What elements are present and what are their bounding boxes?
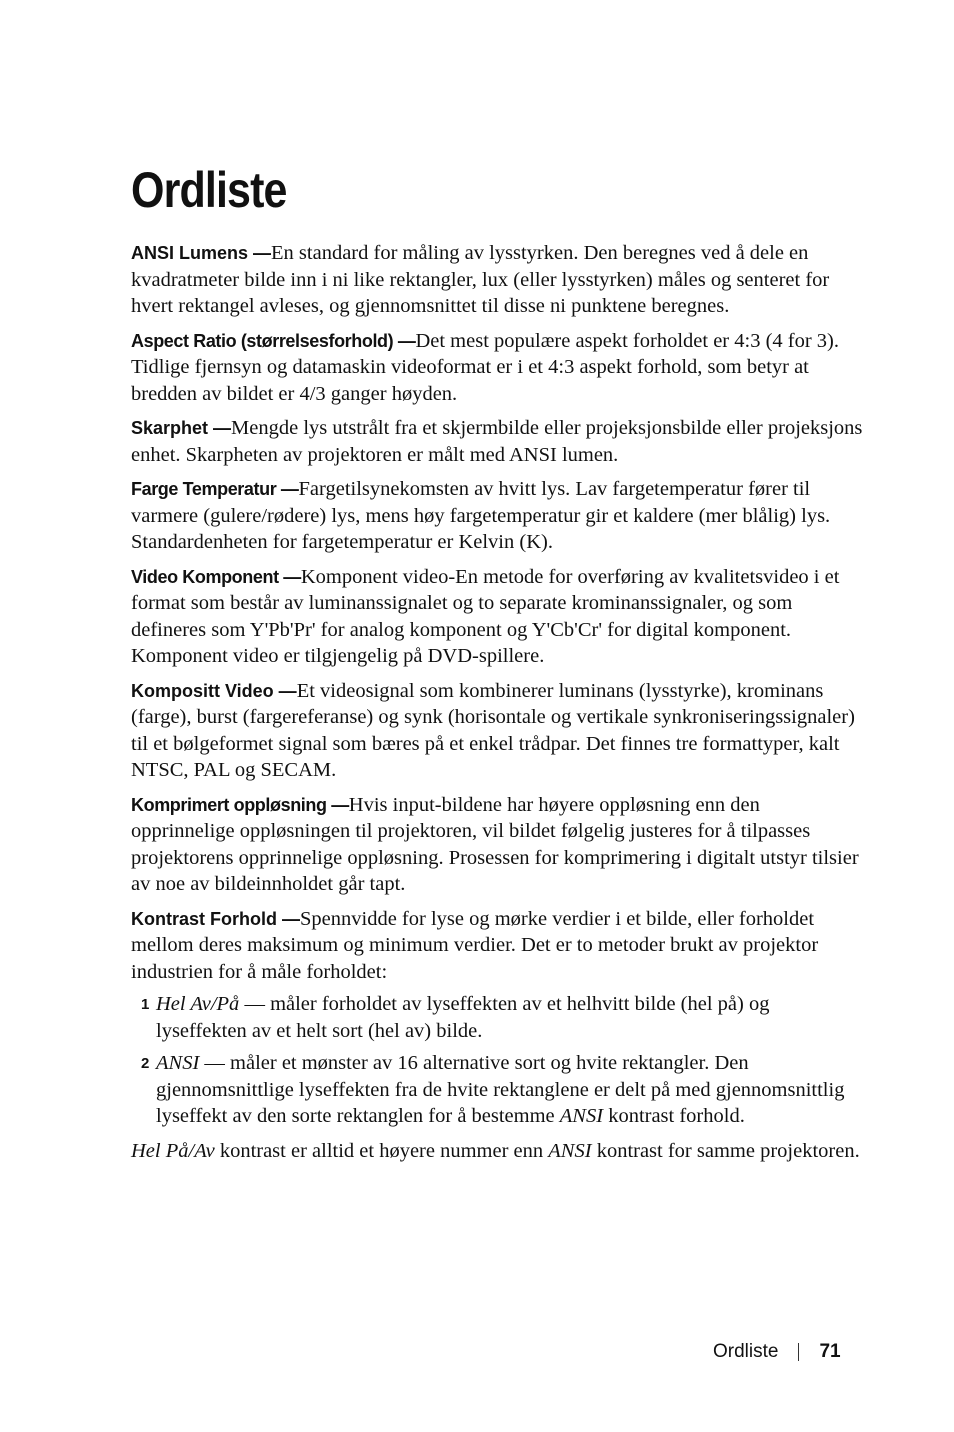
footer-section: Ordliste	[713, 1341, 779, 1362]
entry-term: Aspect Ratio (størrelsesforhold) —	[131, 330, 416, 351]
entry-text: Mengde lys utstrålt fra et skjermbilde eller projeksjonsbilde eller projeksjons enhet. Skarpheten av projektoren er målt med ANSI lumen.	[131, 417, 863, 466]
list-dash: —	[239, 993, 271, 1015]
list-item	[131, 991, 865, 1044]
entry-text: Komponent video-En metode for overføring av kvalitetsvideo i et format som består av luminanssignalet og to separate krominanssignaler, og som defineres som Y'Pb'Pr' for analog komponent og Y'Cb'Cr' for digital komponent. Komponent video er tilgjengelig på DVD-spillere.	[131, 565, 840, 667]
list-text: kontrast forhold.	[603, 1105, 745, 1127]
glossary-entry	[131, 328, 865, 408]
glossary-entry	[131, 906, 865, 986]
entry-text: Fargetilsynekomsten av hvitt lys. Lav fargetemperatur fører til varmere (gulere/rødere) lys, mens høy fargetemperatur gir et kaldere (mer blålig) lys. Standardenheten for fargetemperatur er Kelvin (K).	[131, 478, 831, 553]
list-term: ANSI	[559, 1105, 604, 1127]
entry-text: Spennvidde for lyse og mørke verdier i et bilde, eller forholdet mellom deres maksimum og minimum verdier. Det er to metoder brukt av projektor industrien for å måle forholdet:	[131, 907, 819, 983]
list-number: 1	[141, 996, 150, 1013]
glossary-entries	[131, 240, 865, 1172]
glossary-entry	[131, 792, 865, 898]
list-dash: —	[199, 1052, 231, 1074]
list-text: måler et mønster av 16 alternative sort og hvite rektangler. Den gjennomsnittlige lyseffekten fra de hvite rektanglene er delt på med gjennomsnittlig lyseffekt av den sorte rektanglen for å bestemme	[156, 1052, 845, 1127]
entry-term: Kompositt Video —	[131, 680, 297, 701]
entry-term: Komprimert oppløsning —	[131, 794, 349, 815]
list-item	[131, 1050, 865, 1130]
entry-text: Hvis input-bildene har høyere oppløsning enn den opprinnelige oppløsningen til projektoren, vil bildet følgelig justeres for å tilpasses projektorens opprinnelige oppløsning. Prosessen for komprimering i digitalt utstyr tilsier av noe av bildeinnholdet går tapt.	[131, 793, 859, 895]
glossary-entry	[131, 415, 865, 468]
list-number: 2	[141, 1055, 150, 1072]
glossary-entry	[131, 240, 865, 320]
glossary-entry	[131, 678, 865, 784]
closing-text: kontrast er alltid et høyere nummer enn	[214, 1139, 549, 1162]
entry-term: Farge Temperatur —	[131, 479, 299, 499]
entry-text: Det mest populære aspekt forholdet er 4:3 (4 for 3). Tidlige fjernsyn og datamaskin videoformat er i et 4:3 aspekt forhold, som betyr at bredden av bildet er 4/3 ganger høyden.	[131, 329, 840, 405]
glossary-entry	[131, 564, 865, 670]
page-footer	[713, 1340, 841, 1364]
list-term: Hel Av/På	[156, 993, 240, 1015]
footer-divider	[798, 1343, 799, 1361]
entry-term: ANSI Lumens —	[131, 243, 272, 263]
list-term: ANSI	[156, 1052, 200, 1074]
contrast-method-list	[131, 991, 865, 1130]
entry-term: Video Komponent —	[131, 566, 301, 587]
closing-paragraph	[131, 1138, 865, 1165]
entry-text: Et videosignal som kombinerer luminans (lysstyrke), krominans (farge), burst (fargereferanse) og synk (horisontale og vertikale synkroniseringssignaler) til et bølgeformet signal som bæres på et enkel trådpar. Det finnes tre formattyper, kalt NTSC, PAL og SECAM.	[131, 679, 855, 781]
closing-term: Hel På/Av	[131, 1139, 215, 1162]
entry-text: En standard for måling av lysstyrken. Den beregnes ved å dele en kvadratmeter bilde inn i ni like rektangler, lux (eller lysstyrken) måles og senteret for hvert rektangel avleses, og gjennomsnittet til disse ni punktene beregnes.	[131, 242, 830, 317]
closing-term: ANSI	[548, 1139, 592, 1162]
entry-term: Kontrast Forhold —	[131, 908, 300, 929]
glossary-entry	[131, 476, 865, 556]
page-number: 71	[819, 1341, 841, 1362]
closing-text: kontrast for samme projektoren.	[591, 1139, 860, 1162]
list-text: måler forholdet av lyseffekten av et helhvitt bilde (hel på) og lyseffekten av et helt sort (hel av) bilde.	[156, 993, 770, 1042]
entry-term: Skarphet —	[131, 418, 232, 438]
page-title: Ordliste	[131, 162, 287, 218]
